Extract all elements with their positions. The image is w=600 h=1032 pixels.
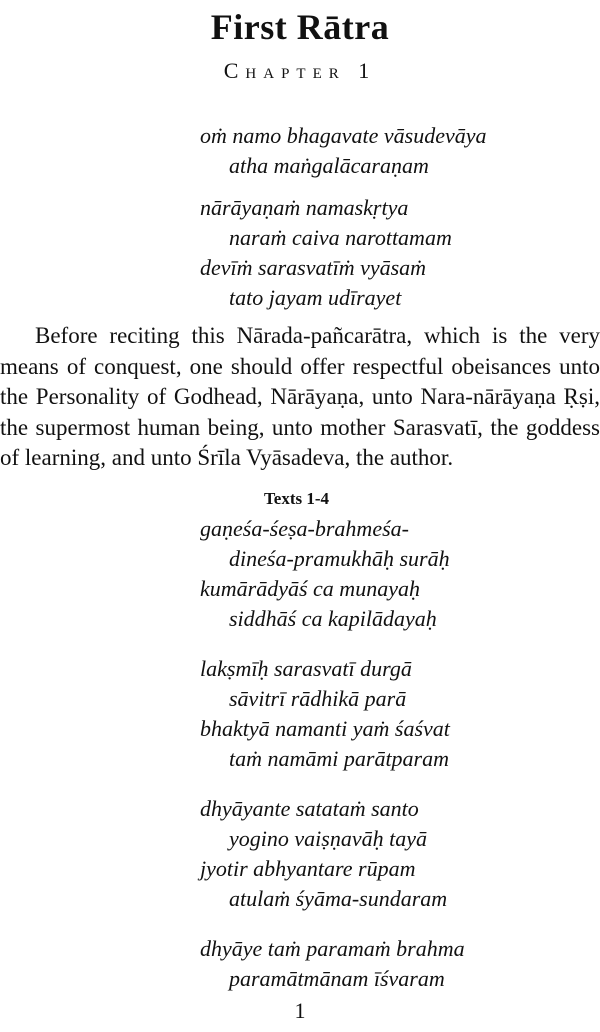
- verse-line: paramātmānam īśvaram: [229, 966, 445, 991]
- chapter-heading: Chapter 1: [223, 58, 377, 83]
- verse-line: yogino vaiṣṇavāḥ tayā: [229, 826, 427, 851]
- verse-line: dhyāye taṁ paramaṁ brahma: [200, 936, 465, 961]
- verse-line: siddhāś ca kapilādayaḥ: [229, 606, 437, 631]
- texts-verses: [200, 514, 465, 994]
- verse-line: atha maṅgalācaraṇam: [229, 153, 429, 178]
- opening-verse: [200, 193, 452, 313]
- texts-heading: Texts 1-4: [264, 489, 330, 508]
- translation-paragraph: Before reciting this Nārada-pañcarātra, which is the very means of conquest, one should offer respectful obeisances unto the Personality of Godhead, Nārāyaṇa, unto Nara-nārāyaṇa Ṛṣi, the supermost human being, unto mother Sarasvatī, the goddess of learning, and unto Śrīla Vyāsadeva, the author.: [0, 323, 600, 470]
- verse-line: nārāyaṇaṁ namaskṛtya: [200, 195, 409, 220]
- verse-line: jyotir abhyantare rūpam: [200, 856, 416, 881]
- verse-line: tato jayam udīrayet: [229, 285, 402, 310]
- verse-line: atulaṁ śyāma-sundaram: [229, 886, 448, 911]
- verse-line: kumārādyāś ca munayaḥ: [200, 576, 420, 601]
- verse-line: lakṣmīḥ sarasvatī durgā: [200, 656, 412, 681]
- verse-line: dhyāyante satataṁ santo: [200, 796, 419, 821]
- verse-line: sāvitrī rādhikā parā: [229, 686, 407, 711]
- verse-line: taṁ namāmi parātparam: [229, 746, 450, 771]
- verse-line: dineśa-pramukhāḥ surāḥ: [229, 546, 450, 571]
- verse-line: naraṁ caiva narottamam: [229, 225, 452, 250]
- verse-line: gaṇeśa-śeṣa-brahmeśa-: [200, 516, 409, 541]
- page-title: First Rātra: [210, 7, 390, 47]
- verse-line: oṁ namo bhagavate vāsudevāya: [200, 123, 487, 148]
- invocation-verse: [200, 121, 487, 181]
- verse-line: bhaktyā namanti yaṁ śaśvat: [200, 716, 450, 741]
- page-number: 1: [294, 998, 306, 1023]
- verse-line: devīṁ sarasvatīṁ vyāsaṁ: [200, 255, 427, 280]
